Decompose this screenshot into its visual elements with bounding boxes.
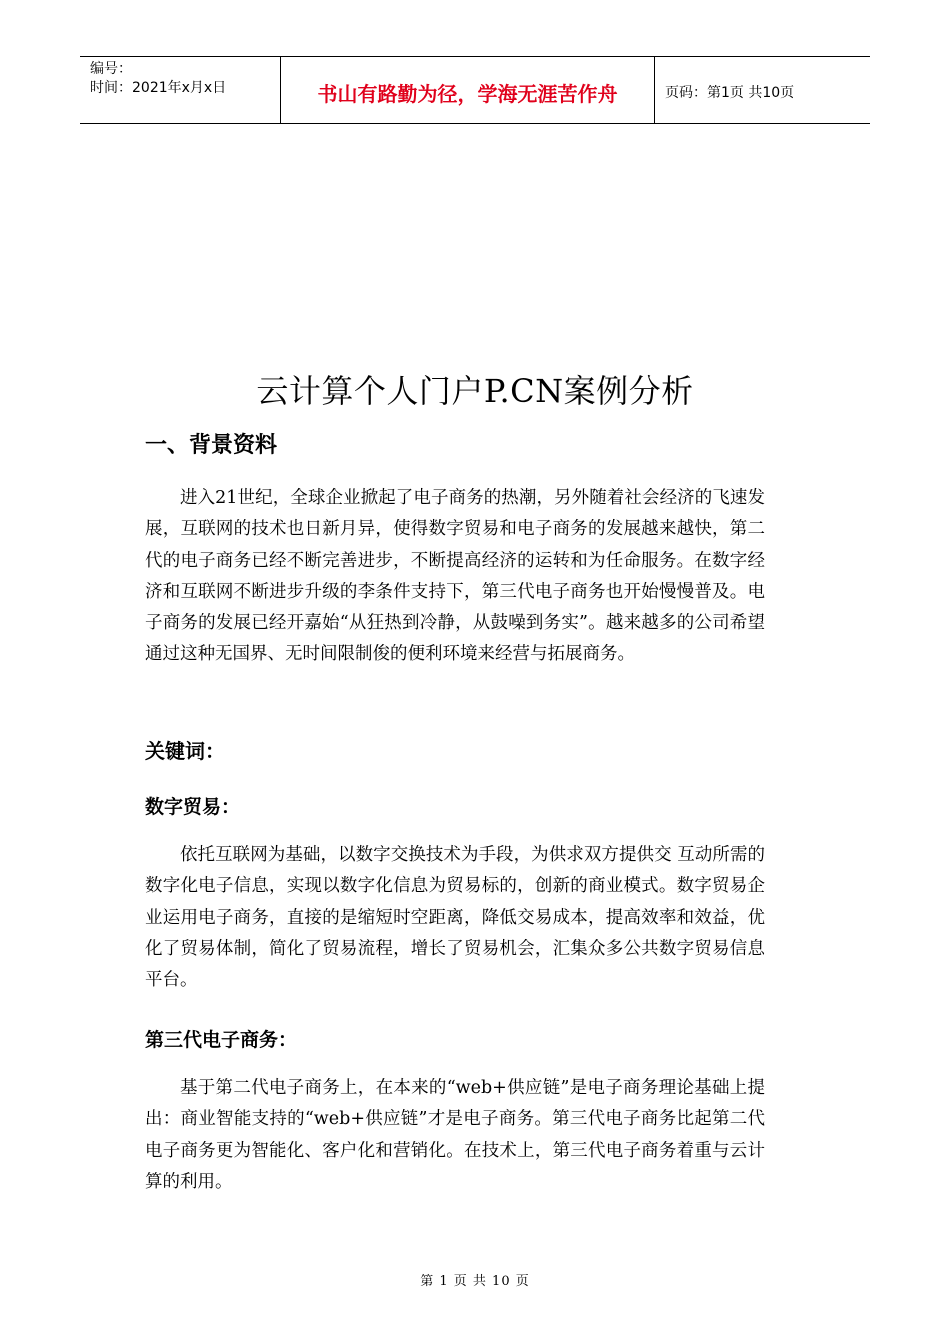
page-info-text: 页码：第1页 共10页 (665, 85, 795, 101)
header-meta-cell (80, 57, 281, 123)
motto-text: 书山有路勤为径，学海无涯苦作舟 (317, 81, 618, 106)
page-info-cell (655, 57, 870, 123)
third-gen-heading: 第三代电子商务： (145, 1029, 298, 1051)
page-footer: 第 1 页 共 10 页 (420, 1274, 530, 1289)
background-paragraph: 进入21世纪，全球企业掀起了电子商务的热潮，另外随着社会经济的飞速发展，互联网的技术也日新月异，使得数字贸易和电子商务的发展越来越快，第二代的电子商务已经不断完善进步，不断提高经济的运转和为任命服务。在数字经济和互联网不断进步升级的李条件支持下，第三代电子商务也开始慢慢普及。电子商务的发展已经开嘉始“从狂热到冷静，从鼓噪到务实”。越来越多的公司希望通过这种无国界、无时间限制俊的便利环境来经营与拓展商务。 (145, 488, 765, 665)
header-table (80, 56, 870, 124)
third-gen-paragraph: 基于第二代电子商务上，在本来的“web+供应链”是电子商务理论基础上提出：商业智能支持的“web+供应链”才是电子商务。第三代电子商务比起第二代电子商务更为智能化、客户化和营销化。在技术上，第三代电子商务着重与云计算的利用。 (145, 1078, 765, 1192)
digital-trade-heading: 数字贸易： (145, 796, 241, 818)
digital-trade-paragraph: 依托互联网为基础，以数字交换技术为手段，为供求双方提供交 互动所需的数字化电子信息，实现以数字化信息为贸易标的，创新的商业模式。数字贸易企业运用电子商务，直接的是缩短时空距离，降低交易成本，提高效率和效益，优化了贸易体制，简化了贸易流程，增长了贸易机会，汇集众多公共数字贸易信息平台。 (145, 845, 765, 991)
motto-cell (281, 57, 655, 123)
number-label: 编号： (90, 61, 132, 77)
document-title: 云计算个人门户P.CN案例分析 (256, 372, 694, 410)
time-label: 时间：2021年x月x日 (90, 80, 227, 96)
keywords-heading: 关键词： (145, 739, 225, 763)
section-heading-background: 一、背景资料 (145, 433, 278, 458)
